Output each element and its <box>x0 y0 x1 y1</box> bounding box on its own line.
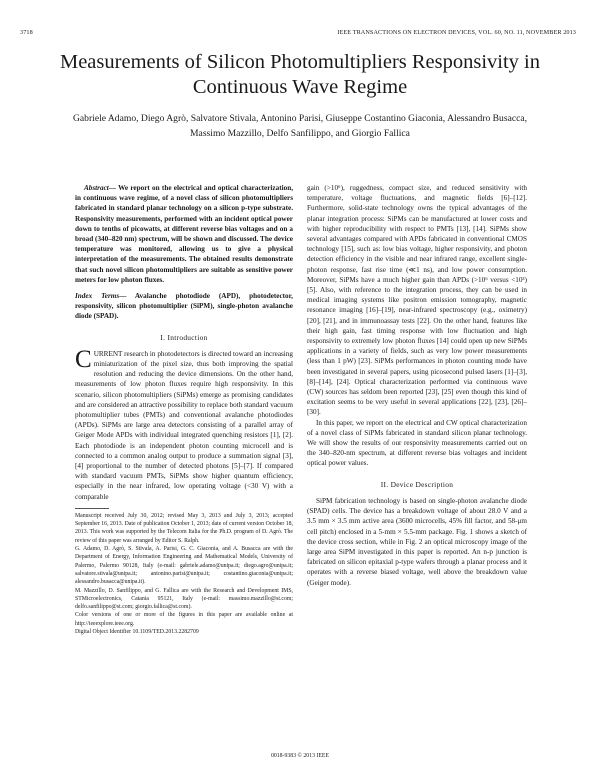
footnote-rule <box>75 508 109 509</box>
author-list: Gabriele Adamo, Diego Agrò, Salvatore Stivala, Antonino Parisi, Giuseppe Costantino Giaconia, Alessandro Busacca, Massimo Mazzillo, Delfo Sanfilippo, and Giorgio Fallica <box>72 113 527 139</box>
footnote-color: Color versions of one or more of the figures in this paper are available online at http://ieeexplore.ieee.org. <box>75 612 293 627</box>
abstract <box>75 183 293 285</box>
footnote-doi: Digital Object Identifier 10.1109/TED.2013.2282709 <box>75 629 199 636</box>
intro-paragraph-1-text: URRENT research in photodetectors is directed toward an increasing miniaturization of the pixel size, thus both improving the spatial resolution and reducing the device dimensions. On the other hand, measurements of low photon fluxes require high responsivity. In this scenario, silicon photomultipliers (SiPMs) emerge as promising candidates and are considered an attractive possibility to replace both standard vacuum photomultiplier tubes (PMTs) and conventional avalanche photodiodes (APDs). SiPMs are large area detectors consisting of a parallel array of Geiger Mode APDs with individual integrated quenching resistors [1], [2]. Each photodiode is an independent photon counting microcell and is connected to a common analog output to produce a summation signal [3], [4] proportional to the number of detected photons [5]–[7]. If compared with standard vacuum PMTs, SiPMs show higher quantum efficiency, especially in the near infrared, low operating voltage (<30 V) with a comparable <box>75 349 293 501</box>
intro-paragraph-2: In this paper, we report on the electrical and CW optical characterization of a novel class of SiPMs fabricated in standard silicon planar technology. We will show the results of our responsivity measurements carried out on the 340–820-nm spectrum, at different reverse bias voltages and incident optical power values. <box>307 418 527 468</box>
drop-cap: C <box>75 345 92 373</box>
footnote-received: Manuscript received July 30, 2012; revised May 3, 2013 and July 3, 2013; accepted September 16, 2013. Date of publication October 1, 2013; date of current version October 18, 2013. This work was supported by the Telecom Italia for the Ph.D. program of D. Agrò. The review of this paper was arranged by Editor S. Ralph. <box>75 512 293 544</box>
footnote-affiliation-st: M. Mazzillo, D. Sanfilippo, and G. Fallica are with the Research and Development IMS, STMicroelectronics, Catania 95121, Italy (e-mail: massimo.mazzillo@st.com; delfo.sanfilippo@st.com; giorgio.fallica@st.com). <box>75 587 293 611</box>
page-number: 3718 <box>20 29 33 36</box>
journal-name: IEEE TRANSACTIONS ON ELECTRON DEVICES, VOL. 60, NO. 11, NOVEMBER 2013 <box>337 29 576 36</box>
running-header <box>20 29 576 39</box>
abstract-text: — We report on the electrical and optical characterization, in continuous wave regime, of a novel class of silicon photomultipliers fabricated in standard planar technology on a silicon p-type substrate. Responsivity measurements, performed with an incident optical power down to tenths of picowatts, at different reverse bias voltages and on a broad (340–820 nm) spectrum, will be shown and discussed. The device temperature was monitored, allowing us to give a physical interpretation of the measurements. The obtained results demonstrate that such novel silicon photomultipliers are suitable as sensitive power meters for low photon fluxes. <box>75 184 293 284</box>
device-paragraph-1: SiPM fabrication technology is based on single-photon avalanche diode (SPAD) cells. The device has a breakdown voltage of about 28.0 V and a 3.5 mm × 3.5 mm active area (3600 microcells, 45% fill factor, and 58-μm cell pitch) enclosed in a 5-mm × 5.5-mm package. Fig. 1 shows a sketch of the device cross section, while in Fig. 2 an optical microscopy image of the large area SiPM investigated in this paper is reported. An n-p junction is fabricated on silicon epitaxial p-type wafers through a planar process and it operates with a reverse biased voltage, well above the breakdown value (Geiger mode). <box>307 496 527 587</box>
footnote-affiliation-unipa: G. Adamo, D. Agrò, S. Stivala, A. Parisi, G. C. Giaconia, and A. Busacca are with the Department of Energy, Information Engineering and Mathematical Models, University of Palermo, Palermo 90128, Italy (e-mail: gabriele.adamo@unipa.it; diego.agro@unipa.it; salvatore.stivala@unipa.it; antonino.parisi@unipa.it; costantino.giaconia@unipa.it; alessandro.busacca@unipa.it). <box>75 546 293 586</box>
section-heading-introduction: I. Introduction <box>160 332 208 342</box>
index-terms <box>75 291 293 322</box>
right-column <box>307 183 527 588</box>
index-terms-text: — Avalanche photodiode (APD), photodetector, responsivity, silicon photomultiplier (SiPM), single-photon avalanche diode (SPAD). <box>75 292 293 321</box>
abstract-label: Abstract <box>84 184 109 192</box>
section-heading-device: II. Device Description <box>380 479 454 489</box>
paper-title: Measurements of Silicon Photomultipliers Responsivity in Continuous Wave Regime <box>59 51 541 98</box>
intro-continued: gain (>10⁶), ruggedness, compact size, and reduced sensitivity with temperature, voltage fluctuations, and magnetic fields [6]–[12]. Furthermore, solid-state technology owns the typical advantages of the planar integration process: SiPMs can be manufactured at lower costs and with higher reproducibility with respect to PMTs [13], [14]. SiPMs show several advantages compared with APDs fabricated in conventional CMOS technology [15], such as: low bias voltage, higher responsivity, and photon detection efficiency in the visible and near infrared range, excellent single-photon response, fast rise time (≪1 ns), and low power consumption. Moreover, SiPMs have a much higher gain than APDs (>10⁶ versus <10³) [5]. Also, with reference to the integration process, they can be used in medical imaging systems like positron emission tomography, magnetic resonance imaging [16]–[19], near-infrared spectroscopy (e.g., oximetry) [20], [21], and in immunoassay tests [22]. On the other hand, features like their high gain, fast timing response with low fluctuation and high responsivity to extremely low photon fluxes [14] could open up new SiPMs applications in a variety of fields, such as very low power measurements (less than 1 pW) [23]. SiPMs performances in photon counting mode have been investigated in several papers, using picosecond pulsed lasers [1]–[3], [8]–[14], [24]. Optical characterization performed via continuous wave (CW) sources has seldom been reported [23], [25] even though this kind of excitation seems to be very useful in several applications [22], [23], [26]–[30]. <box>307 184 527 417</box>
copyright-footer: 0018-9383 © 2013 IEEE <box>270 753 330 759</box>
index-terms-label: Index Terms <box>75 292 120 301</box>
left-column <box>75 183 293 636</box>
intro-paragraph-1 <box>75 345 293 502</box>
